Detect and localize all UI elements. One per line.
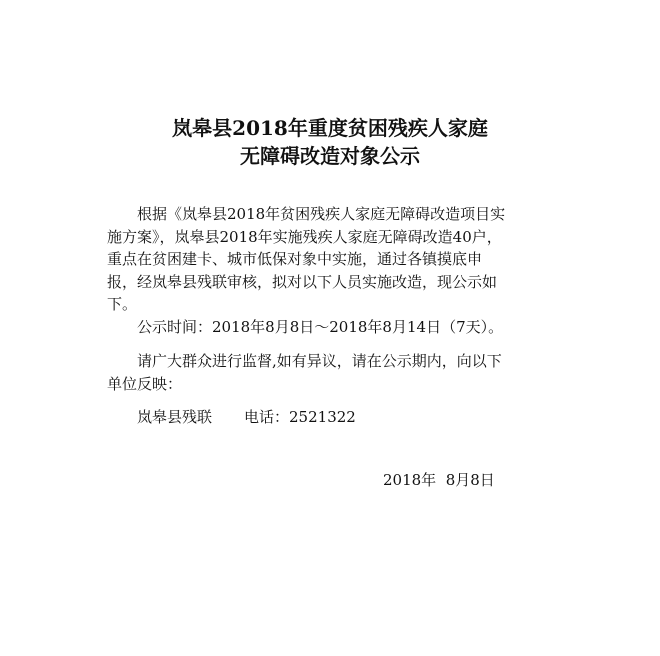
- paragraph-supervision: [107, 350, 567, 395]
- paragraph-line: 施方案》，岚皋县2018年实施残疾人家庭无障碍改造40户，: [107, 227, 502, 246]
- document-title-line-1: 岚皋县2018年重度贫困残疾人家庭: [172, 116, 488, 140]
- paragraph-announcement: [107, 203, 567, 316]
- paragraph-line: 根据《岚皋县2018年贫困残疾人家庭无障碍改造项目实: [137, 205, 506, 223]
- paragraph-line: 单位反映：: [107, 374, 183, 393]
- paragraph-publicity-period: [107, 316, 567, 339]
- paragraph-line: 重点在贫困建卡、城市低保对象中实施，通过各镇摸底申: [107, 250, 483, 268]
- signature-date: 2018年 8月8日: [383, 471, 495, 489]
- paragraph-line: 报，经岚皋县残联审核，拟对以下人员实施改造，现公示如: [107, 272, 498, 291]
- paragraph-line: 公示时间：2018年8月8日～2018年8月14日（7天）。: [137, 318, 504, 336]
- contact-line: [137, 406, 597, 429]
- paragraph-line: 请广大群众进行监督,如有异议，请在公示期内，向以下: [137, 352, 502, 370]
- contact-organization: 岚皋县残联: [137, 408, 213, 426]
- document-title-line-2: 无障碍改造对象公示: [240, 144, 420, 168]
- paragraph-line: 下。: [107, 295, 138, 313]
- contact-phone: 电话：2521322: [244, 408, 356, 426]
